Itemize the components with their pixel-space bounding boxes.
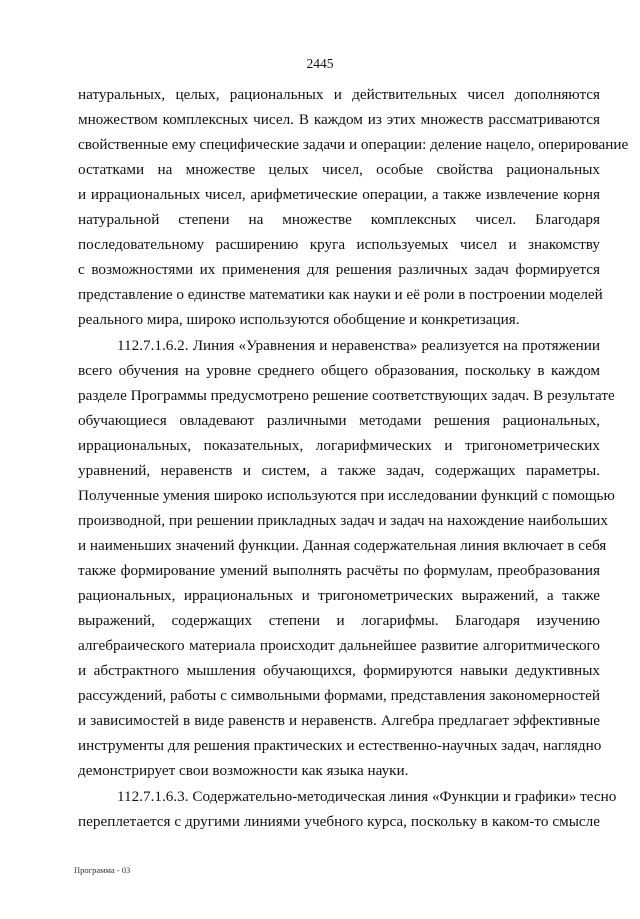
text-line: натуральной степени на множестве комплексных чисел. Благодаря — [78, 211, 600, 228]
text-line: и иррациональных чисел, арифметические операции, а также извлечение корня — [78, 186, 600, 203]
text-line: также формирование умений выполнять расчёты по формулам, преобразования — [78, 562, 600, 579]
page-number: 2445 — [306, 56, 334, 71]
text-line: производной, при решении прикладных задач и задач на нахождение наибольших — [78, 512, 608, 529]
paragraph-heading: 112.7.1.6.2. Линия «Уравнения и неравенства» реализуется на протяжении — [117, 337, 600, 354]
text-line: инструменты для решения практических и естественно-научных задач, наглядно — [78, 737, 602, 754]
text-line: остатками на множестве целых чисел, особые свойства рациональных — [78, 161, 600, 178]
text-line: всего обучения на уровне среднего общего образования, поскольку в каждом — [78, 362, 600, 379]
text-line: множеством комплексных чисел. В каждом из этих множеств рассматриваются — [78, 111, 600, 128]
text-line: алгебраического материала происходит дальнейшее развитие алгоритмического — [78, 637, 600, 654]
text-line: представление о единстве математики как науки и её роли в построении моделей — [78, 286, 603, 303]
text-line: реального мира, широко используются обобщение и конкретизация. — [78, 311, 520, 328]
text-line: обучающиеся овладевают различными методами решения рациональных, — [78, 412, 600, 429]
text-line: Полученные умения широко используются при исследовании функций с помощью — [78, 487, 615, 504]
footer-label: Программа - 03 — [74, 865, 131, 875]
text-line: и абстрактного мышления обучающихся, формируются навыки дедуктивных — [78, 662, 600, 679]
text-line: разделе Программы предусмотрено решение соответствующих задач. В результате — [78, 387, 615, 404]
text-line: переплетается с другими линиями учебного курса, поскольку в каком-то смысле — [78, 813, 600, 830]
text-line: свойственные ему специфические задачи и операции: деление нацело, оперирование — [78, 136, 629, 153]
text-line: с возможностями их применения для решения различных задач формируется — [78, 261, 600, 278]
text-line: демонстрирует свои возможности как языка науки. — [78, 762, 409, 779]
text-line: последовательному расширению круга используемых чисел и знакомству — [78, 236, 600, 253]
text-line: уравнений, неравенств и систем, а также задач, содержащих параметры. — [78, 462, 600, 479]
text-line: и зависимостей в виде равенств и неравенств. Алгебра предлагает эффективные — [78, 712, 600, 729]
text-line: натуральных, целых, рациональных и действительных чисел дополняются — [78, 86, 600, 103]
text-line: рациональных, иррациональных и тригонометрических выражений, а также — [78, 587, 600, 604]
text-line: рассуждений, работы с символьными формами, представления закономерностей — [78, 687, 600, 704]
paragraph-heading: 112.7.1.6.3. Содержательно-методическая линия «Функции и графики» тесно — [117, 788, 617, 805]
text-line: выражений, содержащих степени и логарифмы. Благодаря изучению — [78, 612, 600, 629]
text-line: и наименьших значений функции. Данная содержательная линия включает в себя — [78, 537, 607, 554]
text-line: иррациональных, показательных, логарифмических и тригонометрических — [78, 437, 600, 454]
